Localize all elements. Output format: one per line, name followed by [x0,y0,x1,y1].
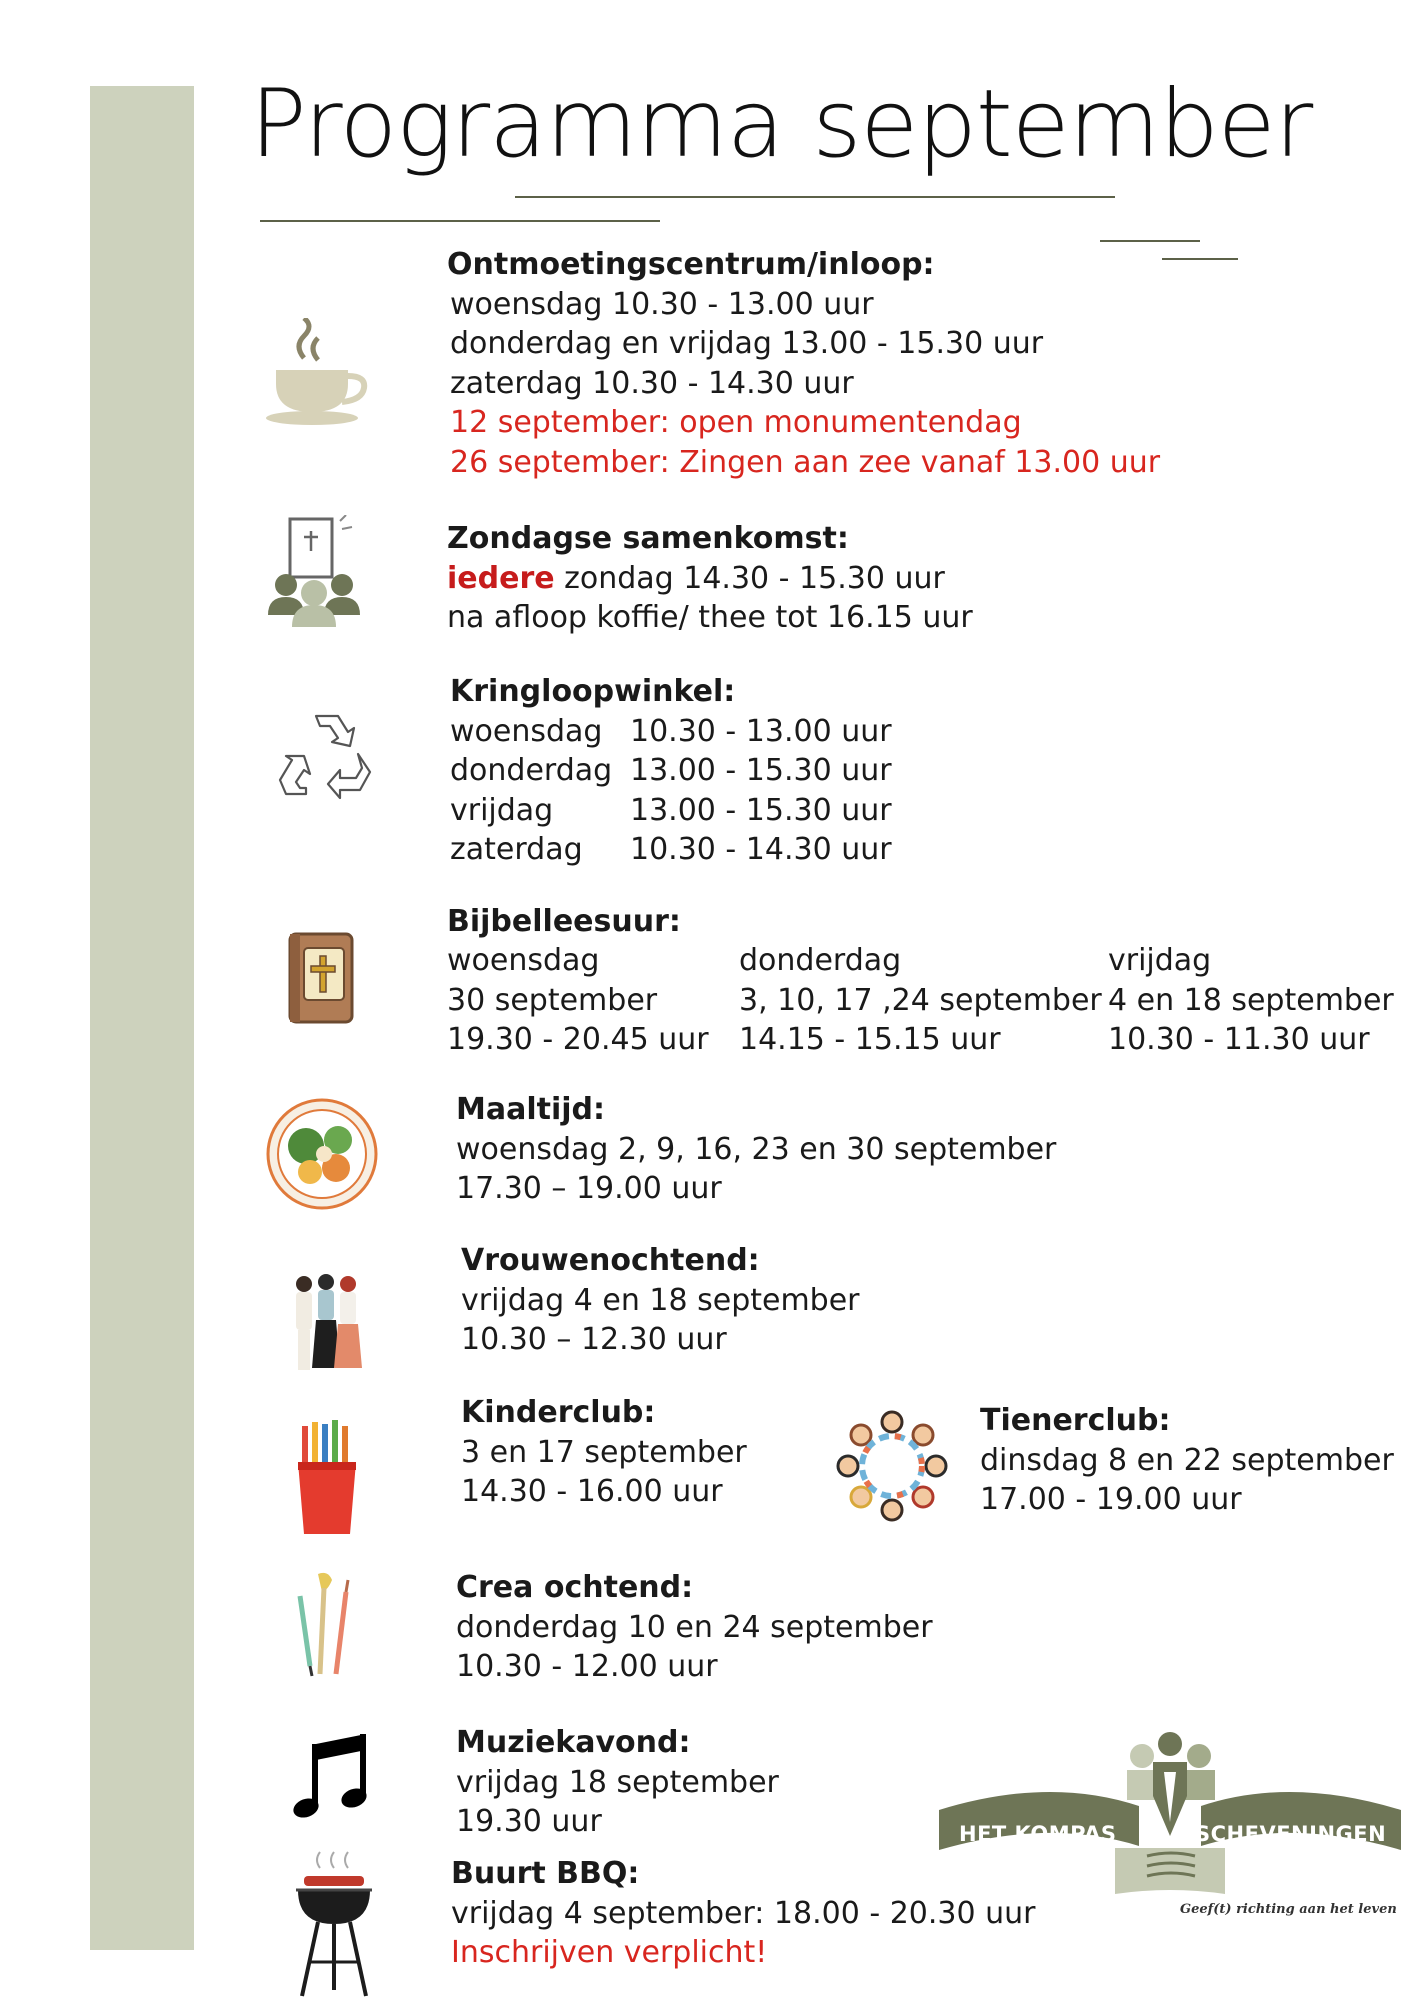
het-kompas-logo [935,1730,1405,1930]
section-kringloop [450,672,892,870]
divider-line [1100,240,1200,242]
recycle-icon [278,710,378,804]
day-label: vrijdag [450,792,554,828]
logo-tagline: Geef(t) richting aan het leven [1180,1902,1397,1917]
time-label: 13.00 - 15.30 uur [630,753,892,788]
bijbel-column [1108,941,1394,1060]
section-zondag [447,519,973,638]
schedule-line: woensdag 10.30 - 13.00 uur [450,286,874,322]
section-tiener [980,1401,1394,1520]
schedule-line: na afloop koffie/ thee tot 16.15 uur [447,600,973,635]
schedule-line: 17.30 – 19.00 uur [456,1171,722,1206]
schedule-line: 3 en 17 september [461,1434,747,1470]
day-label: donderdag [450,753,613,788]
schedule-line: donderdag en vrijdag 13.00 - 15.30 uur [450,326,1044,361]
schedule-row [450,830,892,870]
schedule-text: zondag 14.30 - 15.30 uur [554,560,945,596]
section-heading: Bijbelleesuur: [447,904,681,939]
section-heading: Ontmoetingscentrum/inloop: [447,247,935,282]
section-maaltijd [456,1090,1056,1209]
coffee-cup-icon [262,318,374,426]
logo-graphic [935,1730,1405,1900]
section-heading: Zondagse samenkomst: [447,521,849,556]
schedule-line: dinsdag 8 en 22 september [980,1442,1394,1478]
logo-left-text: HET KOMPAS [959,1822,1117,1846]
dates-label: 30 september [447,982,658,1018]
brushes-icon [288,1570,358,1680]
time-label: 10.30 - 13.00 uur [630,713,892,749]
schedule-row [450,791,892,831]
section-ontmoeting [447,245,1160,482]
divider-line [1162,258,1238,260]
bijbel-column [739,941,1102,1060]
time-label: 13.00 - 15.30 uur [630,792,892,828]
section-muziek [456,1723,779,1842]
music-note-icon [292,1730,372,1820]
schedule-line: woensdag 2, 9, 16, 23 en 30 september [456,1131,1057,1167]
section-heading: Tienerclub: [980,1403,1171,1438]
section-vrouwen [461,1241,860,1360]
divider-line [260,220,660,222]
schedule-line: 14.30 - 16.00 uur [461,1474,723,1509]
schedule-line: 17.00 - 19.00 uur [980,1482,1242,1517]
time-label: 10.30 - 11.30 uur [1108,1022,1370,1057]
event-note: 26 september: Zingen aan zee vanaf 13.00 uur [450,444,1161,480]
bbq-grill-icon [292,1850,376,2000]
time-label: 19.30 - 20.45 uur [447,1022,709,1057]
divider-line [515,196,1115,198]
schedule-line: donderdag 10 en 24 september [456,1609,933,1645]
schedule-line: vrijdag 4 september: 18.00 - 20.30 uur [451,1895,1036,1931]
food-plate-icon [266,1098,378,1210]
pencil-cup-icon [292,1418,362,1534]
section-heading: Kringloopwinkel: [450,674,736,709]
church-people-icon [266,515,366,627]
day-label: woensdag [450,713,603,749]
section-heading: Kinderclub: [461,1395,656,1430]
section-crea [456,1568,933,1687]
schedule-line: 10.30 – 12.30 uur [461,1322,727,1357]
bijbel-column [447,941,709,1060]
bible-icon [286,930,354,1026]
dates-label: 3, 10, 17 ,24 september [739,982,1102,1018]
schedule-line: vrijdag 4 en 18 september [461,1282,860,1318]
day-label: donderdag [739,943,902,978]
day-label: zaterdag [450,832,583,867]
time-label: 14.15 - 15.15 uur [739,1022,1001,1057]
event-note: 12 september: open monumentendag [450,405,1022,440]
teen-circle-icon [836,1410,948,1522]
schedule-line: zaterdag 10.30 - 14.30 uur [450,365,854,401]
section-heading: Muziekavond: [456,1725,691,1760]
schedule-line: 19.30 uur [456,1804,602,1839]
schedule-line: 10.30 - 12.00 uur [456,1649,718,1684]
schedule-row [450,712,892,752]
schedule-line: vrijdag 18 september [456,1764,779,1800]
dates-label: 4 en 18 september [1108,982,1394,1018]
schedule-line [447,559,973,599]
bijbel-heading-block [447,902,681,942]
day-label: vrijdag [1108,943,1212,978]
emphasis-word: iedere [447,560,555,596]
time-label: 10.30 - 14.30 uur [630,832,892,867]
section-kinder [461,1393,747,1512]
day-label: woensdag [447,943,600,978]
section-heading: Maaltijd: [456,1092,606,1127]
page-title: Programma september [250,70,1313,179]
sidebar-band [90,86,194,1950]
women-group-icon [288,1268,364,1378]
section-heading: Vrouwenochtend: [461,1243,760,1278]
logo-right-text: SCHEVENINGEN [1195,1822,1387,1846]
section-heading: Crea ochtend: [456,1570,694,1605]
section-heading: Buurt BBQ: [451,1856,640,1891]
schedule-row [450,751,892,791]
signup-note: Inschrijven verplicht! [451,1935,768,1970]
